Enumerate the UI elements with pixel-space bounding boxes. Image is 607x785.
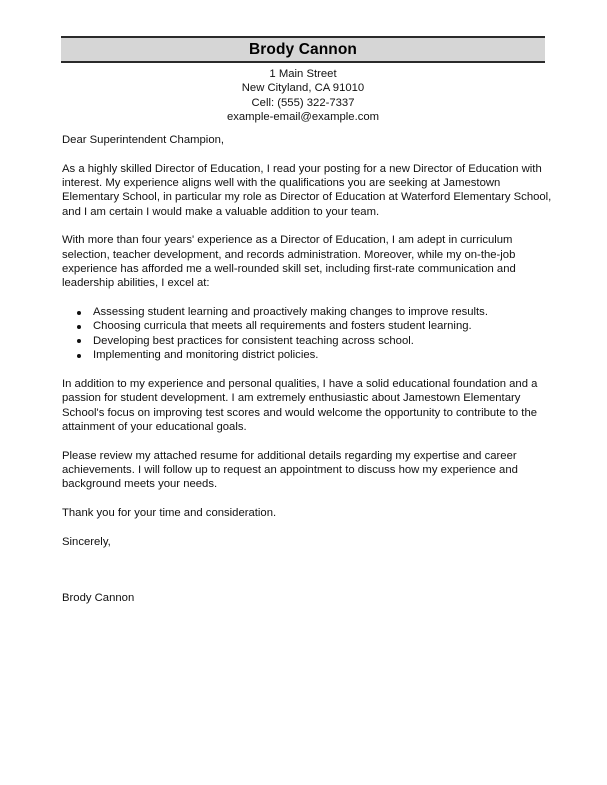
list-item <box>62 305 552 319</box>
list-item <box>62 348 552 362</box>
paragraph-experience: With more than four years' experience as a Director of Education, I am adept in curriculum selection, teacher development, and records administration. Moreover, while my on-the-job experience has afforded me a well-rounded skill set, including first-rate communication and leadership abilities, I excel at: <box>62 234 516 290</box>
signature-name: Brody Cannon <box>62 592 135 605</box>
bullet-icon <box>77 339 81 343</box>
signature-space <box>62 563 552 591</box>
email-address: example-email@example.com <box>226 111 380 124</box>
letter-body <box>62 133 552 620</box>
salutation: Dear Superintendent Champion, <box>62 134 225 146</box>
paragraph-qualities: In addition to my experience and personal qualities, I have a solid educational foundation and a passion for student development. I am extremely enthusiastic about Jamestown Elementary School's focus on improving test scores and would welcome the opportunity to contribute to the attainment of your educational goals. <box>62 377 538 433</box>
bullet-icon <box>77 354 81 358</box>
list-item-text: Assessing student learning and proactively making changes to improve results. <box>93 306 488 319</box>
bullet-icon <box>77 311 81 315</box>
list-item-text: Developing best practices for consistent teaching across school. <box>93 334 414 347</box>
name-header-bar <box>61 36 545 63</box>
list-item-text: Implementing and monitoring district policies. <box>93 349 319 362</box>
phone-number: Cell: (555) 322-7337 <box>251 96 355 109</box>
skills-list <box>62 305 552 362</box>
city-state-zip: New Cityland, CA 91010 <box>241 82 365 95</box>
paragraph-thanks: Thank you for your time and consideration. <box>62 506 277 519</box>
closing: Sincerely, <box>62 535 111 548</box>
bullet-icon <box>77 325 81 329</box>
contact-block <box>61 67 545 125</box>
list-item <box>62 319 552 333</box>
list-item <box>62 334 552 348</box>
paragraph-intro: As a highly skilled Director of Education, I read your posting for a new Director of Education with interest. My experience aligns well with the qualifications you are seeking at Jamestown Elementary School, in particular my role as Director of Education at Waterford Elementary School, and I am certain I would make a valuable addition to your team. <box>62 162 552 218</box>
paragraph-follow-up: Please review my attached resume for additional details regarding my expertise and career achievements. I will follow up to request an appointment to discuss how my experience and background meets your needs. <box>62 449 518 491</box>
list-item-text: Choosing curricula that meets all requirements and fosters student learning. <box>93 320 472 333</box>
applicant-name: Brody Cannon <box>249 40 357 58</box>
street-address: 1 Main Street <box>269 68 337 80</box>
